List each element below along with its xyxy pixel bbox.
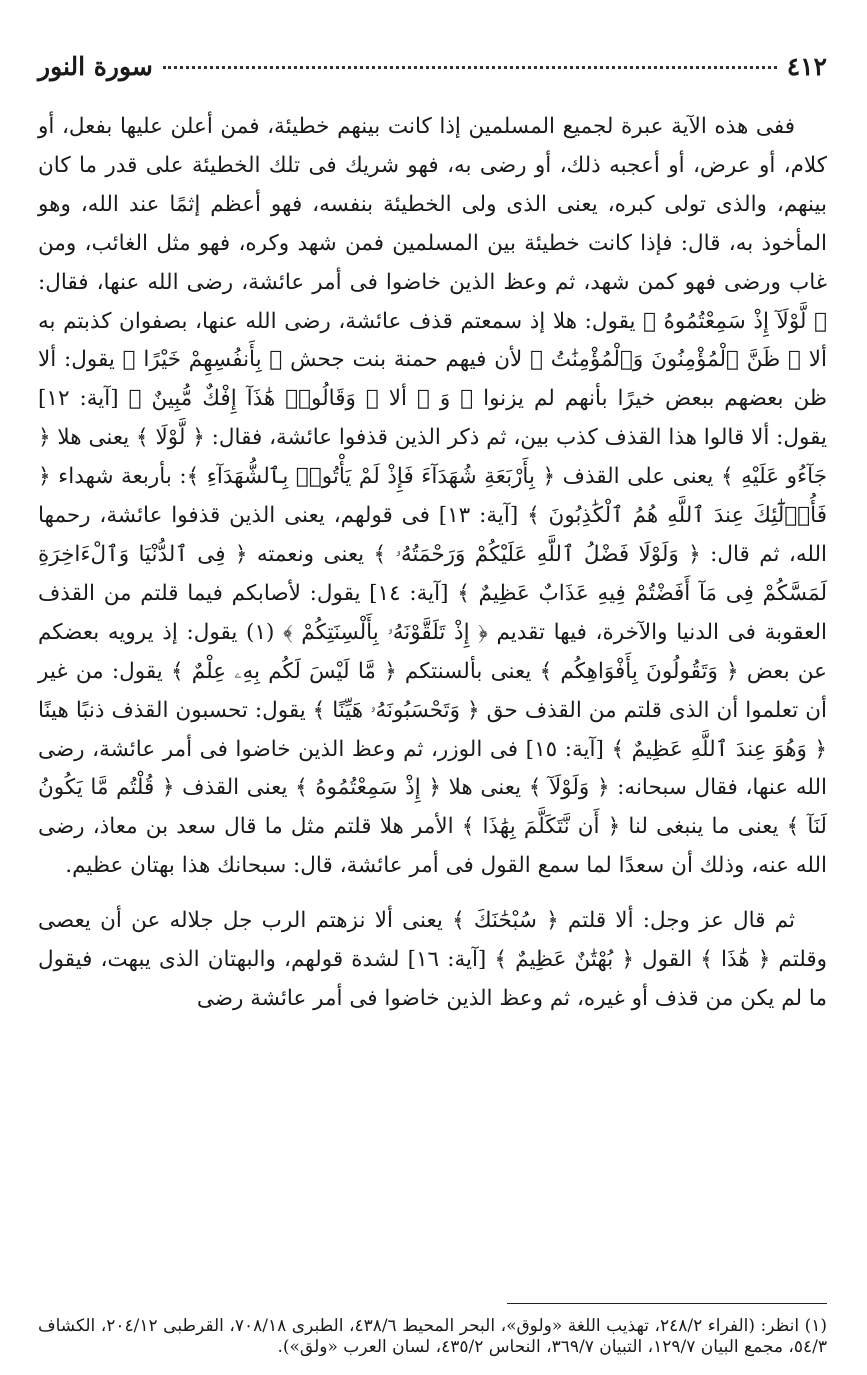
page-number: ٤١٢ [786, 52, 827, 81]
main-text [38, 108, 827, 1019]
running-header [38, 52, 827, 92]
paragraph: ثم قال عز وجل: ألا قلتم ﴿ سُبْحَٰنَكَ ﴾ يعنى ألا نزهتم الرب جل جلاله عن أن يعصى وقلتم ﴿ هَٰذَا ﴾ القول ﴿ بُهْتَٰنٌ عَظِيمٌ ﴾ [آية: ١٦] لشدة قولهم، والبهتان الذى يبهت، فيقول ما لم يكن من قذف أو غيره، ثم وعظ الذين خاضوا فى أمر عائشة رضى [38, 908, 827, 1011]
surah-title: سورة النور [38, 52, 153, 81]
footnotes [38, 1316, 827, 1358]
paragraph: ففى هذه الآية عبرة لجميع المسلمين إذا كانت بينهم خطيئة، فمن أعلن عليها بفعل، أو كلام، أو عرض، أو أعجبه ذلك، أو رضى به، فهو شريك فى تلك الخطيئة على قدر ما كان بينهم، والذى تولى كبره، يعنى الذى ولى الخطيئة بنفسه، فهو أعظم إثمًا عند الله، وهو المأخوذ به، قال: فإذا كانت خطيئة بين المسلمين فمن شهد وكره، فهو مثل الغائب، ومن غاب ورضى فهو كمن شهد، ثم وعظ الذين خاضوا فى أمر عائشة، رضى الله عنها، فقال: ﴿ لَّوْلَآ إِذْ سَمِعْتُمُوهُ ﴾ يقول: هلا إذ سمعتم قذف عائشة، رضى الله عنها، بصفوان كذبتم به ألا ﴿ ظَنَّ ٱلْمُؤْمِنُونَ وَٱلْمُؤْمِنَٰتُ ﴾ لأن فيهم حمنة بنت جحش ﴿ بِأَنفُسِهِمْ خَيْرًا ﴾ يقول: ألا ظن بعضهم ببعض خيرًا بأنهم لم يزنوا ﴿ وَ ﴾ ألا ﴿ وَقَالُوا۟ هَٰذَآ إِفْكٌ مُّبِينٌ ﴾ [آية: ١٢] يقول: ألا قالوا هذا القذف كذب بين، ثم ذكر الذين قذفوا عائشة، فقال: ﴿ لَّوْلَا ﴾ يعنى هلا ﴿ جَآءُو عَلَيْهِ ﴾ يعنى على القذف ﴿ بِأَرْبَعَةِ شُهَدَآءَ فَإِذْ لَمْ يَأْتُوا۟ بِٱلشُّهَدَآءِ ﴾: بأربعة شهداء ﴿ فَأُو۟لَٰٓئِكَ عِندَ ٱللَّهِ هُمُ ٱلْكَٰذِبُونَ ﴾ [آية: ١٣] فى قولهم، يعنى الذين قذفوا عائشة، رحمها الله، ثم قال: ﴿ وَلَوْلَا فَضْلُ ٱللَّهِ عَلَيْكُمْ وَرَحْمَتُهُۥ ﴾ يعنى ونعمته ﴿ فِى ٱلدُّنْيَا وَٱلْءَاخِرَةِ لَمَسَّكُمْ فِى مَآ أَفَضْتُمْ فِيهِ عَذَابٌ عَظِيمٌ ﴾ [آية: ١٤] يقول: لأصابكم فيما قلتم من القذف العقوبة فى الدنيا والآخرة، فيها تقديم ﴿ إِذْ تَلَقَّوْنَهُۥ بِأَلْسِنَتِكُمْ ﴾ (١) يقول: إذ يرويه بعضكم عن بعض ﴿ وَتَقُولُونَ بِأَفْوَاهِكُم ﴾ يعنى بألسنتكم ﴿ مَّا لَيْسَ لَكُم بِهِۦ عِلْمٌ ﴾ يقول: من غير أن تعلموا أن الذى قلتم من القذف حق ﴿ وَتَحْسَبُونَهُۥ هَيِّنًا ﴾ يقول: تحسبون القذف ذنبًا هينًا ﴿ وَهُوَ عِندَ ٱللَّهِ عَظِيمٌ ﴾ [آية: ١٥] فى الوزر، ثم وعظ الذين خاضوا فى أمر عائشة، رضى الله عنها، فقال سبحانه: ﴿ وَلَوْلَآ ﴾ يعنى هلا ﴿ إِذْ سَمِعْتُمُوهُ ﴾ يعنى القذف ﴿ قُلْتُم مَّا يَكُونُ لَنَآ ﴾ يعنى ما ينبغى لنا ﴿ أَن نَّتَكَلَّمَ بِهَٰذَا ﴾ الأمر هلا قلتم مثل ما قال سعد بن معاذ، رضى الله عنه، وذلك أن سعدًا لما سمع القول فى أمر عائشة، قال: سبحانك هذا بهتان عظيم. [38, 114, 827, 879]
footnote: (١) انظر: (الفراء ٢٤٨/٢، تهذيب اللغة «ولوق»، البحر المحيط ٤٣٨/٦، الطبرى ٧٠٨/١٨، القرطبى ٢٠٤/١٢، الكشاف ٥٤/٣، مجمع البيان ١٢٩/٧، التبيان ٣٦٩/٧، النحاس ٤٣٥/٢، لسان العرب «ولق»). [38, 1316, 827, 1357]
header-leader-dots [163, 66, 777, 69]
footnote-divider [507, 1303, 827, 1304]
